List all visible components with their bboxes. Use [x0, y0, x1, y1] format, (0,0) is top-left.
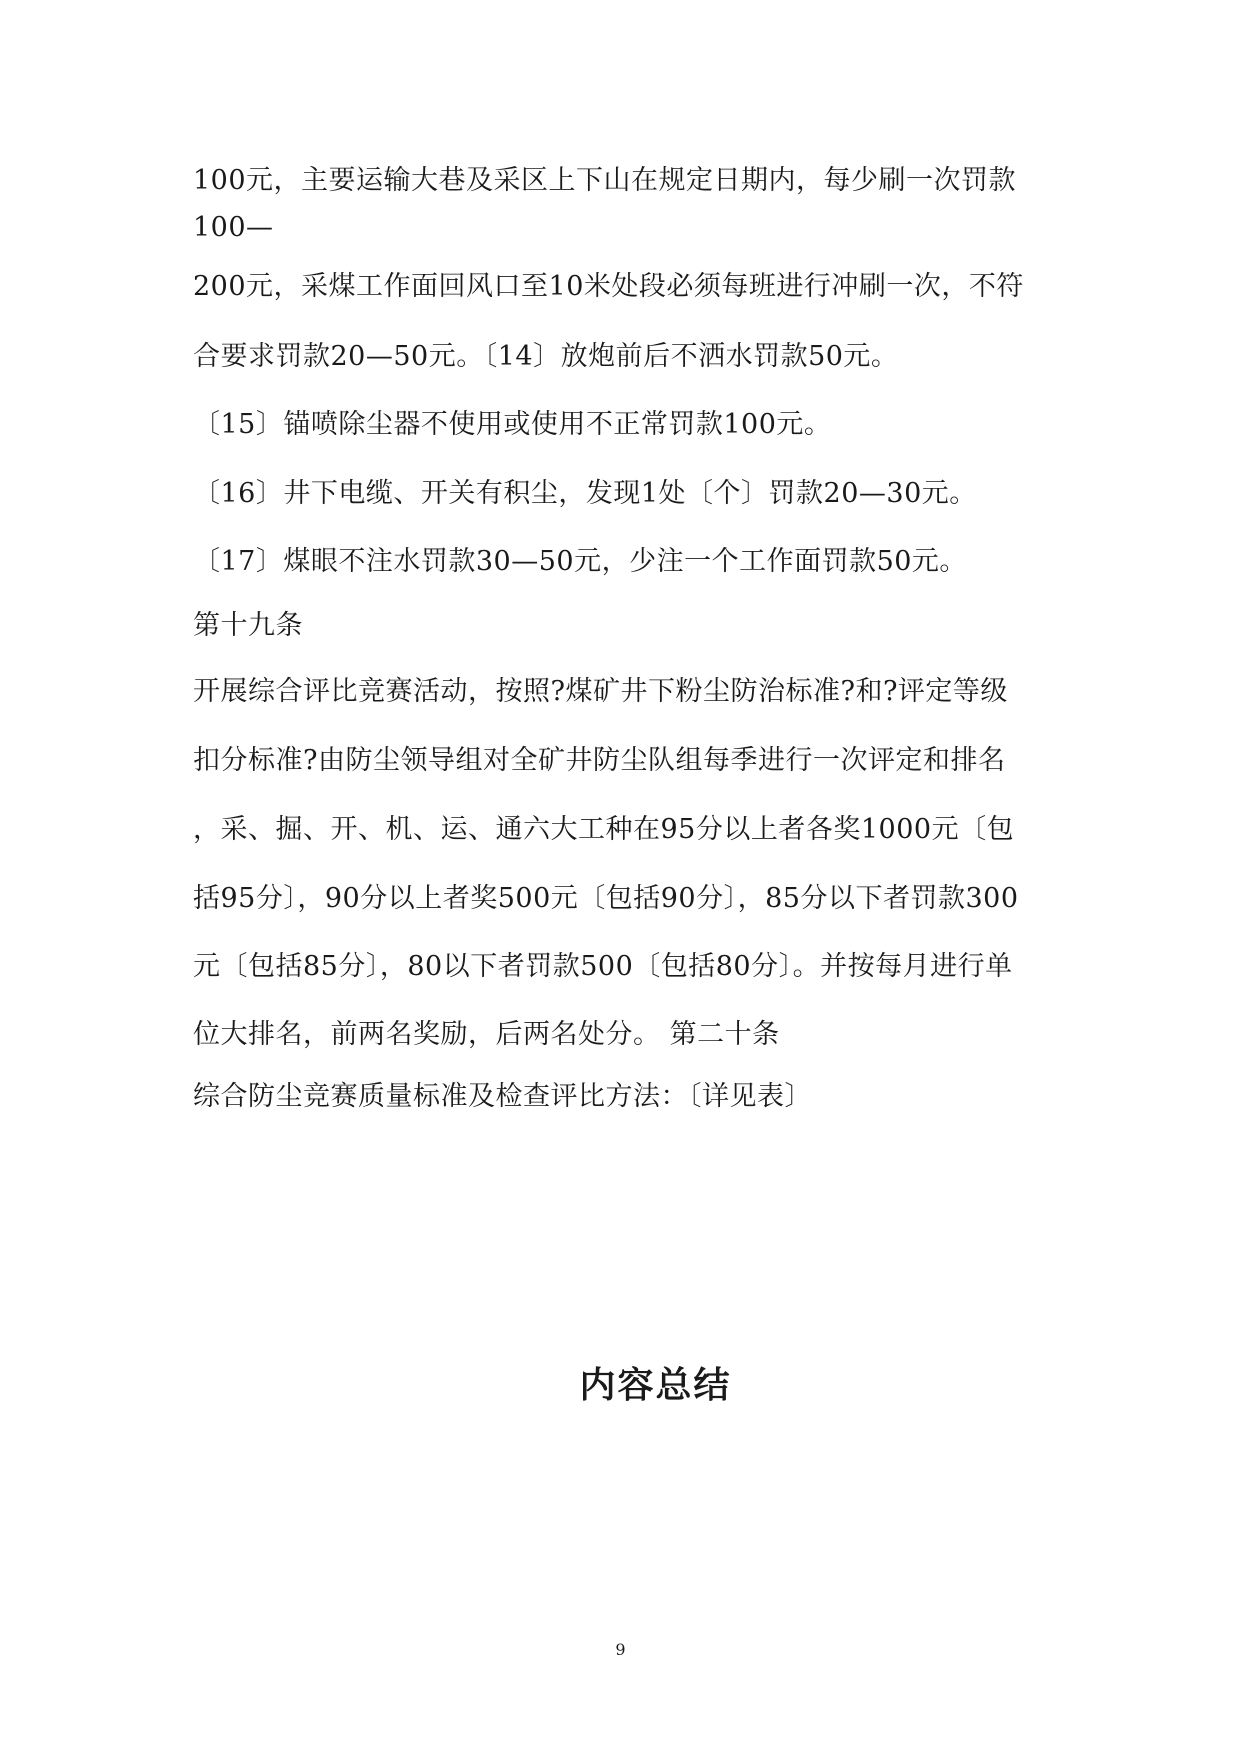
body-text-line: 100元，主要运输大巷及采区上下山在规定日期内，每少刷一次罚款	[193, 165, 1017, 196]
body-text-line: ，采、掘、开、机、运、通六大工种在95分以上者各奖1000元〔包	[193, 814, 1015, 845]
body-text-line: 〔16〕井下电缆、开关有积尘，发现1处〔个〕罚款20—30元。	[193, 478, 977, 509]
body-text-line: 〔17〕煤眼不注水罚款30—50元，少注一个工作面罚款50元。	[193, 546, 967, 577]
article-heading: 第十九条	[193, 610, 303, 641]
page-number: 9	[615, 1640, 626, 1659]
body-text-line: 扣分标准?由防尘领导组对全矿井防尘队组每季进行一次评定和排名	[193, 745, 1006, 776]
body-text-line: 100—	[193, 212, 274, 243]
body-text-line: 合要求罚款20—50元。〔14〕放炮前后不洒水罚款50元。	[193, 341, 899, 372]
body-text-line: 括95分〕，90分以上者奖500元〔包括90分〕，85分以下者罚款300	[193, 883, 1019, 914]
summary-heading: 内容总结	[579, 1365, 732, 1406]
body-text-line: 位大排名，前两名奖励，后两名处分。 第二十条	[193, 1019, 780, 1050]
body-text-line: 开展综合评比竞赛活动，按照?煤矿井下粉尘防治标准?和?评定等级	[193, 676, 1008, 707]
body-text-line: 〔15〕锚喷除尘器不使用或使用不正常罚款100元。	[193, 409, 832, 440]
body-text-line: 综合防尘竞赛质量标准及检查评比方法：〔详见表〕	[193, 1081, 812, 1112]
body-text-line: 200元，采煤工作面回风口至10米处段必须每班进行冲刷一次，不符	[193, 271, 1024, 302]
body-text-line: 元〔包括85分〕，80以下者罚款500〔包括80分〕。并按每月进行单	[193, 951, 1013, 982]
